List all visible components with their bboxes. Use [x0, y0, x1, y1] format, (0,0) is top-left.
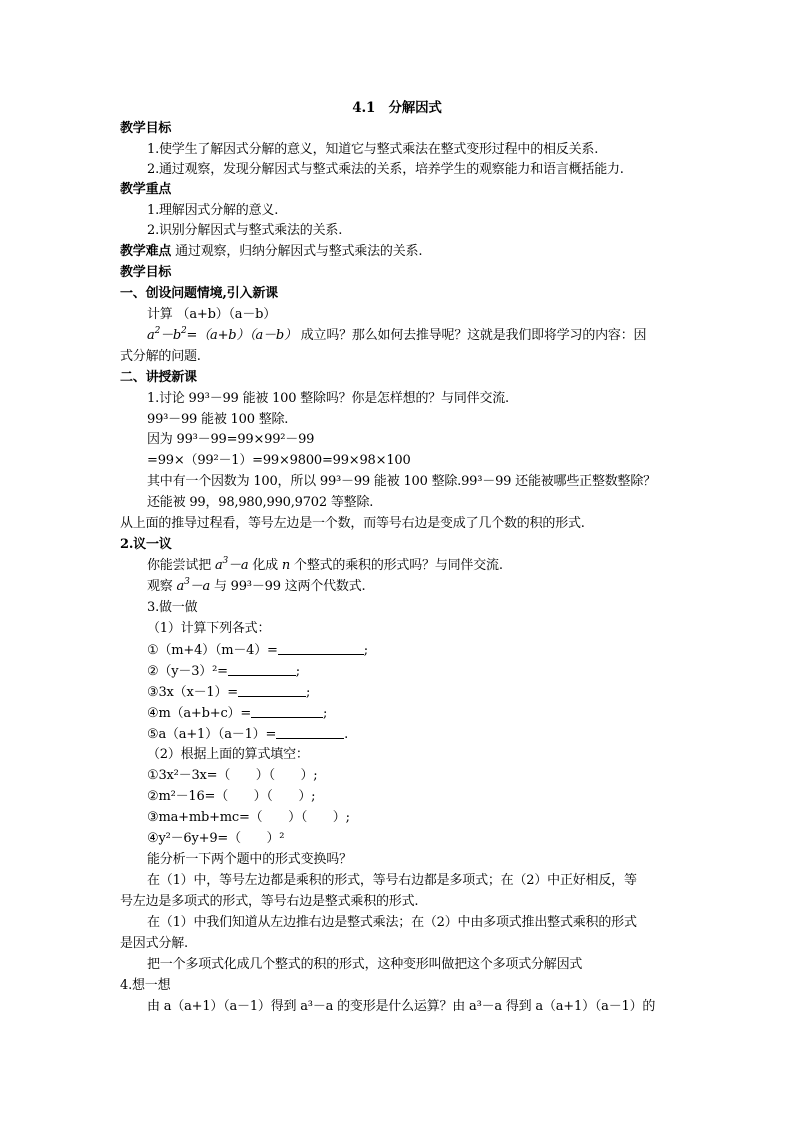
goal-1: 1.使学生了解因式分解的意义，知道它与整式乘法在整式变形过程中的相反关系. — [147, 142, 599, 157]
exercise-2: ②（y－3）²= ; — [147, 664, 300, 679]
do-heading: 3.做一做 — [147, 600, 198, 615]
question-line-2: 式分解的问题. — [120, 349, 201, 364]
heading-teaching-goals: 教学目标 — [120, 121, 172, 136]
expr-a3-a: $a^3-a$ — [214, 556, 249, 573]
paragraph-2-line-2: 是因式分解. — [120, 936, 188, 951]
also-divisible-line: 还能被 99，98,980,990,9702 等整除. — [147, 495, 374, 510]
factor-line: 其中有一个因数为 100，所以 99³－99 能被 100 整除.99³－99 还能被哪些正整数整除？ — [147, 474, 656, 489]
fill-2: ②m²－16=（ ）（ ）; — [147, 789, 316, 804]
answer-1: 99³－99 能被 100 整除. — [147, 412, 289, 427]
exercise-1-text: ①（m+4）（m－4）= — [147, 643, 278, 658]
discussion-2-line — [147, 558, 503, 574]
equation-line: =99×（99²－1）=99×9800=99×98×100 — [147, 453, 411, 468]
last-line: 由 a（a+1）（a－1）得到 a³－a 的变形是什么运算？由 a³－a 得到 a（a+1）（a－1）的 — [147, 999, 656, 1014]
do-part-2: （2）根据上面的算式填空： — [147, 747, 309, 762]
conclusion-line: 从上面的推导过程看，等号左边是一个数，而等号右边是变成了几个数的积的形式. — [120, 516, 585, 531]
calc-expression: （a+b）（a－b） — [176, 307, 277, 322]
paragraph-2-line-1: 在（1）中我们知道从左边推右边是整式乘法；在（2）中由多项式推出整式乘积的形式 — [147, 915, 637, 930]
key-point-1: 1.理解因式分解的意义. — [147, 203, 279, 218]
exercise-3-text: ③3x（x－1）= — [147, 685, 238, 700]
heading-difficult-points: 教学难点 — [120, 244, 172, 259]
page-title: 4.1 分解因式 — [352, 100, 442, 116]
paragraph-1-line-1: 在（1）中，等号左边都是乘积的形式，等号右边都是多项式；在（2）中正好相反，等 — [147, 873, 637, 888]
fill-1: ①3x²－3x=（ ）（ ）; — [147, 768, 318, 783]
fill-4: ④y²－6y+9=（ ）² — [147, 831, 285, 846]
discussion-2-b: 化成 — [252, 558, 278, 573]
heading-key-points: 教学重点 — [120, 182, 172, 197]
goal-2: 2.通过观察，发现分解因式与整式乘法的关系，培养学生的观察能力和语言概括能力. — [147, 162, 624, 177]
heading-teaching-process: 教学目标 — [120, 265, 172, 280]
identity-formula: $a^2-b^2=(a+b)(a-b)$ — [147, 326, 297, 343]
answer-blank-2[interactable] — [228, 663, 296, 676]
discussion-2-c: 个整式的乘积的形式吗？与同伴交流. — [294, 558, 503, 573]
observe-b: 与 99³－99 这两个代数式. — [213, 579, 366, 594]
difficult-point-text: 通过观察，归纳分解因式与整式乘法的关系. — [171, 244, 423, 259]
do-part-1: （1）计算下列各式： — [147, 621, 271, 636]
section-2-heading: 二、讲授新课 — [120, 370, 197, 385]
reason-line: 因为 99³－99=99×99²－99 — [147, 432, 315, 447]
exercise-2-text: ②（y－3）²= — [147, 664, 228, 679]
discuss-heading: 2.议一议 — [120, 537, 172, 552]
calc-label: 计算 — [147, 307, 173, 322]
exercise-1: ①（m+4）（m－4）= ; — [147, 643, 368, 658]
exercise-3: ③3x（x－1）= ; — [147, 685, 311, 700]
think-heading: 4.想一想 — [120, 978, 171, 993]
question-tail: 成立吗？那么如何去推导呢？这就是我们即将学习的内容：因 — [300, 328, 647, 343]
calc-line — [147, 307, 276, 323]
exercise-4-text: ④m（a+b+c）= — [147, 706, 252, 721]
analyze-question: 能分析一下两个题中的形式变换吗？ — [147, 852, 352, 867]
exercise-5: ⑤a（a+1）（a－1）= . — [147, 727, 349, 742]
expr-a3-a-2: $a^3-a$ — [176, 577, 210, 594]
answer-blank-3[interactable] — [238, 684, 306, 697]
difficult-point-line — [120, 244, 422, 260]
expr-n: n — [281, 558, 291, 573]
answer-blank-1[interactable] — [278, 642, 364, 655]
exercise-4: ④m（a+b+c）= ; — [147, 706, 328, 721]
observe-line — [147, 579, 365, 595]
key-point-2: 2.识别分解因式与整式乘法的关系. — [147, 223, 343, 238]
answer-blank-5[interactable] — [276, 726, 344, 739]
section-1-heading: 一、创设问题情境,引入新课 — [120, 286, 278, 301]
observe-a: 观察 — [147, 579, 173, 594]
question-line — [147, 328, 646, 344]
answer-blank-4[interactable] — [251, 705, 323, 718]
exercise-5-text: ⑤a（a+1）（a－1）= — [147, 727, 277, 742]
discussion-2-a: 你能尝试把 — [147, 558, 212, 573]
definition-line: 把一个多项式化成几个整式的积的形式，这种变形叫做把这个多项式分解因式 — [147, 957, 583, 972]
paragraph-1-line-2: 号左边是多项式的形式，等号右边是整式乘积的形式. — [120, 894, 419, 909]
fill-3: ③ma+mb+mc=（ ）（ ）; — [147, 810, 350, 825]
discussion-1: 1.讨论 99³－99 能被 100 整除吗？你是怎样想的？与同伴交流. — [147, 391, 509, 406]
